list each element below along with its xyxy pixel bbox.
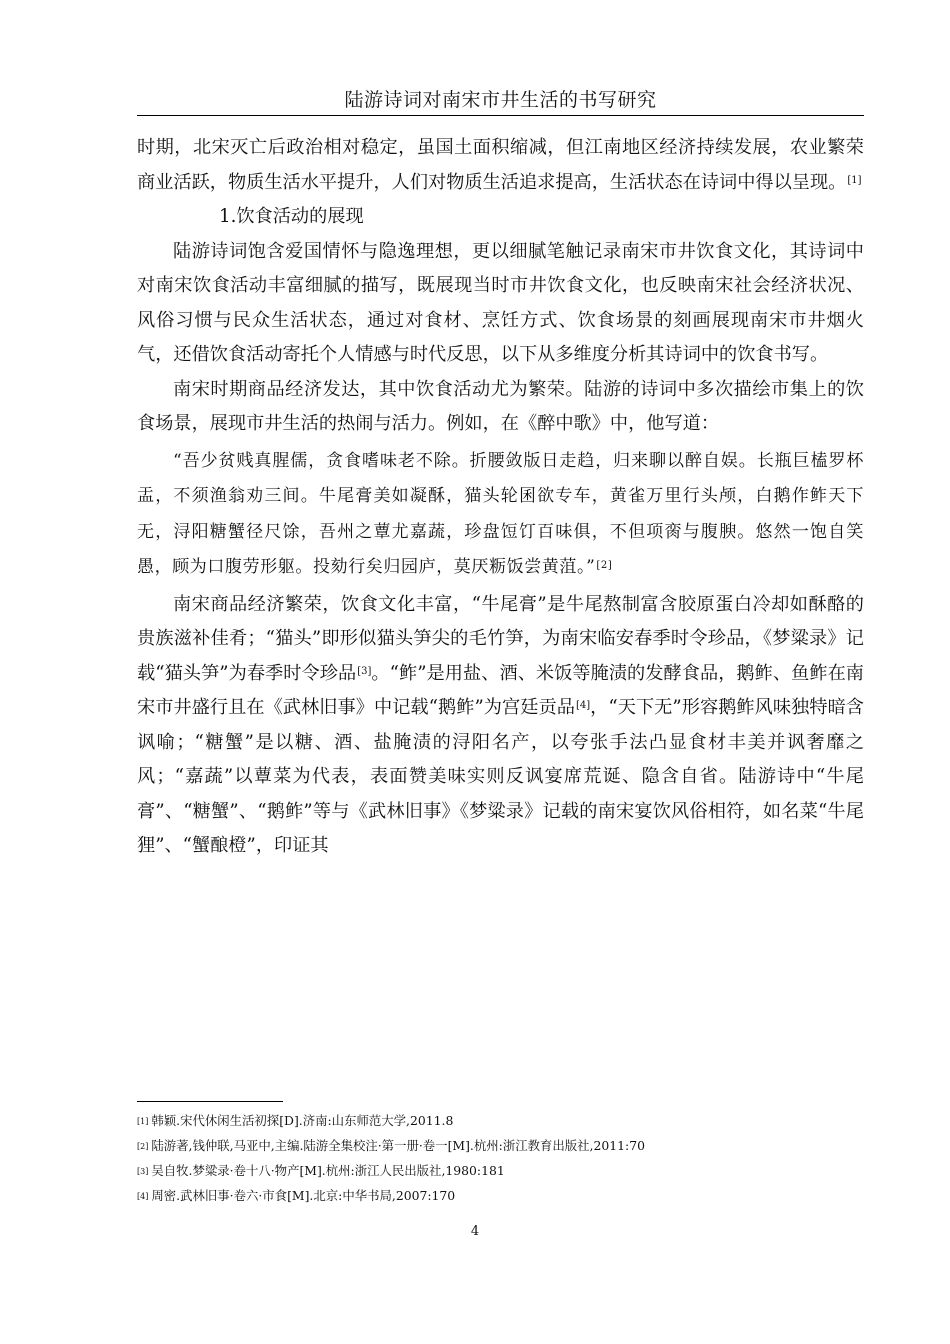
footnote-number: [4] [137,1192,149,1201]
footnote-number: [1] [137,1117,149,1126]
page-body [137,131,864,864]
paragraph-4 [137,588,864,864]
section-heading: 1.饮食活动的展现 [219,206,364,227]
footnote-1 [137,1108,864,1133]
footnote-4 [137,1183,864,1208]
footnotes [137,1108,864,1208]
footnote-3 [137,1158,864,1183]
footnote-number: [3] [137,1167,149,1176]
paragraph-1 [137,131,864,200]
page-number: 4 [470,1224,480,1239]
footnote-text: 韩颖.宋代休闲生活初探[D].济南:山东师范大学,2011.8 [151,1113,454,1128]
paragraph-4-text-c: ，“天下无”形容鹅鲊风味独特暗含讽喻；“糖蟹”是以糖、酒、盐腌渍的浔阳名产，以夸张手法凸显食材丰美并讽奢靡之风；“嘉蔬”以蕈菜为代表，表面赞美味实则反讽宴席荒诞、隐含自省。陆游诗中“牛尾膏”、“糖蟹”、“鹅鲊”等与《武林旧事》《梦粱录》记载的南宋宴饮风俗相符，如名菜“牛尾狸”、“蟹酿橙”，印证其 [137,697,864,856]
poem-quote [137,442,864,588]
footnote-ref-1[interactable]: [1] [847,174,862,186]
paragraph-1-text: 时期，北宋灭亡后政治相对稳定，虽国土面积缩减，但江南地区经济持续发展，农业繁荣商业活跃，物质生活水平提升，人们对物质生活追求提高，生活状态在诗词中得以呈现。 [137,137,864,193]
footnote-rule [137,1101,283,1102]
footnote-text: 陆游著,钱仲联,马亚中,主编.陆游全集校注·第一册·卷一[M].杭州:浙江教育出版社,2011:70 [151,1138,645,1153]
footnote-text: 吴自牧.梦粱录·卷十八·物产[M].杭州:浙江人民出版社,1980:181 [151,1163,505,1178]
footnote-ref-2[interactable]: [2] [596,560,613,571]
paragraph-4-text-b: 。“鲊”是用盐、酒、米饭等腌渍的发酵食品，鹅鲊、鱼鲊在南宋市井盛行且在《武林旧事》中记载“鹅鲊”为宫廷贡品 [137,662,864,718]
footnote-number: [2] [137,1142,149,1151]
footnote-ref-4[interactable]: [4] [575,700,591,711]
footnote-ref-3[interactable]: [3] [357,665,372,677]
poem-quote-text: “吾少贫贱真腥儒，贪食嗜味老不除。折腰敛版日走趋，归来聊以醉自娱。长瓶巨榼罗杯盂，不须渔翁劝三间。牛尾膏美如凝酥，猫头轮囷欲专车，黄雀万里行头颅，白鹅作鲊天下无，浔阳糖蟹径尺馀，吾州之蕈尤嘉蔬，珍盘饾饤百味俱，不但项脔与腹腴。悠然一饱自笑愚，顾为口腹劳形躯。投劾行矣归园庐，莫厌粝饭尝黄菹。”[2] [137,450,864,577]
paragraph-4-text-a: 南宋商品经济繁荣，饮食文化丰富，“牛尾膏”是牛尾熬制富含胶原蛋白冷却如酥酪的贵族滋补佳肴；“猫头”即形似猫头笋尖的毛竹笋，为南宋临安春季时令珍品，《梦粱录》记载“猫头笋”为春季时令珍品 [137,593,864,684]
footnote-2 [137,1133,864,1158]
page-header-title: 陆游诗词对南宋市井生活的书写研究 [344,89,657,111]
paragraph-3: 南宋时期商品经济发达，其中饮食活动尤为繁荣。陆游的诗词中多次描绘市集上的饮食场景，展现市井生活的热闹与活力。例如，在《醉中歌》中，他写道： [137,378,864,434]
footnote-text: 周密.武林旧事·卷六·市食[M].北京:中华书局,2007:170 [151,1188,456,1203]
paragraph-2: 陆游诗词饱含爱国情怀与隐逸理想，更以细腻笔触记录南宋市井饮食文化，其诗词中对南宋饮食活动丰富细腻的描写，既展现当时市井饮食文化，也反映南宋社会经济状况、风俗习惯与民众生活状态，通过对食材、烹饪方式、饮食场景的刻画展现南宋市井烟火气，还借饮食活动寄托个人情感与时代反思，以下从多维度分析其诗词中的饮食书写。 [137,240,864,365]
header-rule [137,115,864,116]
